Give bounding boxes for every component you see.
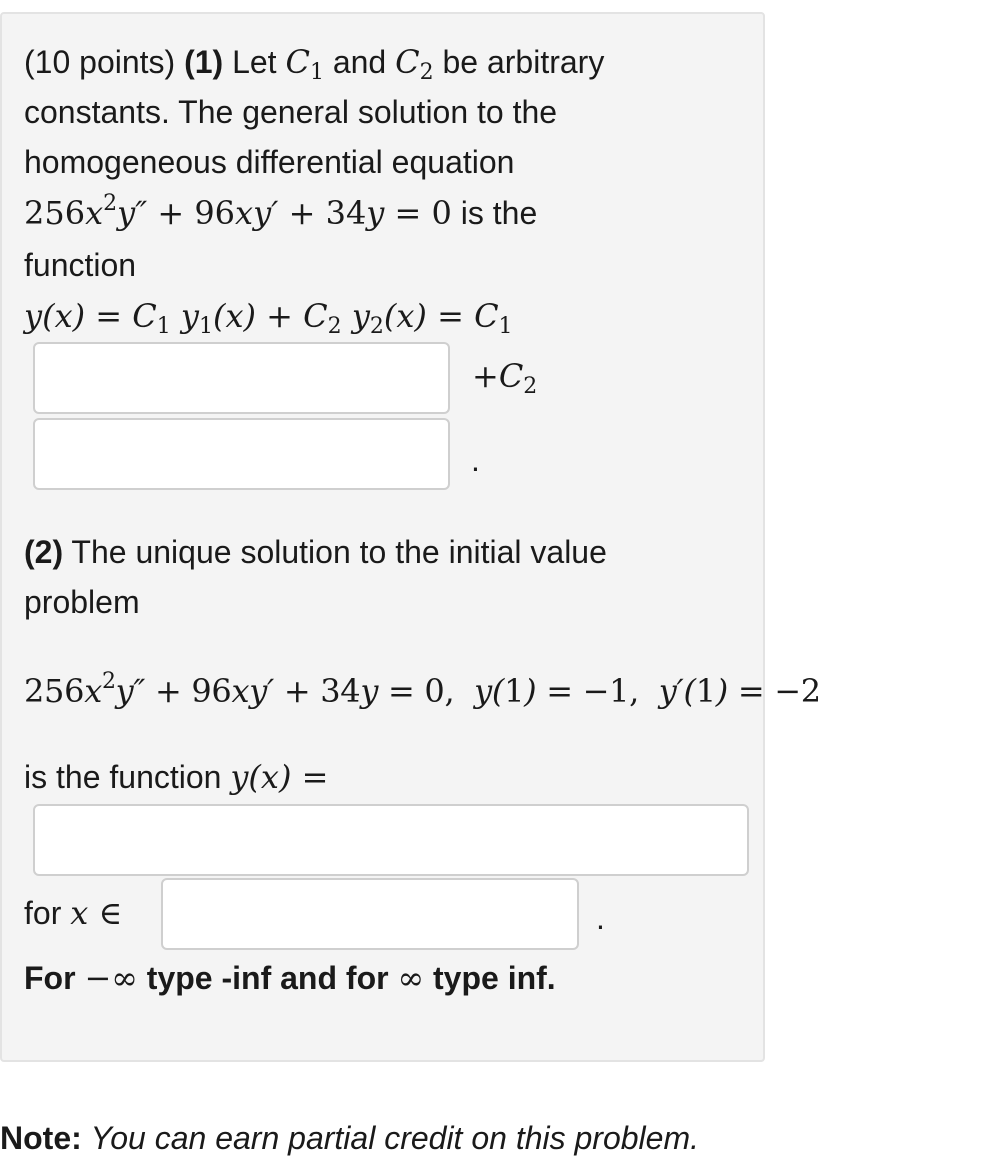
hint-for: For xyxy=(24,960,76,996)
note-label: Note: xyxy=(0,1120,82,1156)
part2-line1-text: The unique solution to the initial value xyxy=(71,534,607,570)
hint-type-neg-inf: type -inf and for xyxy=(146,960,389,996)
math-ode: $256x^2y'' + 96xy' + 34y = 0$ xyxy=(24,191,452,232)
answer-y1-input[interactable] xyxy=(33,342,450,414)
math-yx-equals: y(x) = xyxy=(230,758,329,796)
math-plus-c2: $+C_2$ xyxy=(472,357,538,399)
period-2: . xyxy=(596,900,605,936)
answer-y2-input[interactable] xyxy=(33,418,450,490)
part1-and: and xyxy=(332,44,387,80)
part2-line1 xyxy=(24,532,607,572)
part1-is-the: is the xyxy=(460,195,538,231)
part1-label: (1) xyxy=(184,44,224,80)
part2-label: (2) xyxy=(24,534,64,570)
answer-solution-input[interactable] xyxy=(33,804,749,876)
part1-line3: homogeneous differential equation xyxy=(24,144,515,180)
math-ivp: $256x^2y'' + 96xy' + 34y = 0$, y(1) = −1, y′(1) = −2 xyxy=(24,669,821,710)
part2-for-line xyxy=(24,893,122,933)
partial-credit-note xyxy=(0,1118,699,1158)
note-text: You can earn partial credit on this problem. xyxy=(90,1120,699,1156)
part1-be-arbitrary: be arbitrary xyxy=(442,44,605,80)
math-general-solution: $y(x) = C_1$ $y_1(x) + C_2$ $y_2(x) = C_1$ xyxy=(24,297,513,339)
part2-is-the-function: is the function xyxy=(24,759,222,795)
part1-let: Let xyxy=(232,44,277,80)
part2-line2: problem xyxy=(24,584,140,620)
part2-for: for xyxy=(24,895,62,931)
answer-interval-input[interactable] xyxy=(161,878,579,950)
part1-line2: constants. The general solution to the xyxy=(24,94,558,130)
part1-equation-line xyxy=(24,193,537,233)
math-c2: $C_2$ xyxy=(395,43,434,85)
period-1: . xyxy=(471,442,480,478)
hint-type-inf: type inf. xyxy=(433,960,556,996)
math-neg-inf: −∞ xyxy=(84,959,138,997)
math-c1: $C_1$ xyxy=(285,43,324,85)
math-x-in: x ∈ xyxy=(70,894,123,932)
points-label: (10 points) xyxy=(24,44,176,80)
part1-line5: function xyxy=(24,247,137,283)
math-inf: ∞ xyxy=(397,959,425,997)
part1-line1 xyxy=(24,42,605,85)
part2-infinity-hint xyxy=(24,958,556,998)
part2-function-line xyxy=(24,757,328,797)
